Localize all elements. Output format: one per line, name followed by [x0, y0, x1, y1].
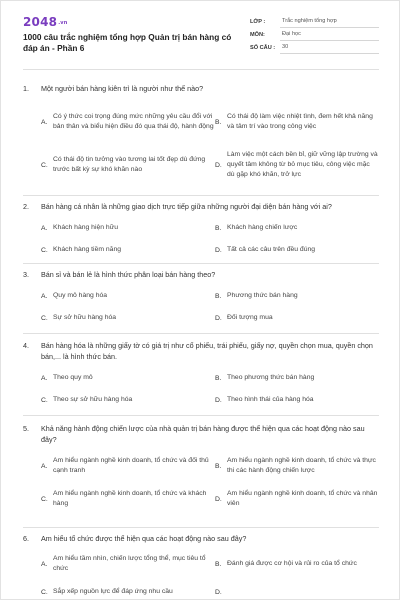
- question-number: 3.: [23, 270, 29, 279]
- option-d[interactable]: D. Đối tượng mua: [215, 314, 273, 322]
- document-header: [23, 15, 379, 65]
- option-b[interactable]: B. Phương thức bán hàng: [215, 292, 298, 300]
- option-a[interactable]: A. Am hiểu ngành nghề kinh doanh, tổ chức và đối thủ cạnh tranh: [41, 457, 209, 474]
- question-text: Bán hàng hóa là những giấy tờ có giá trị như cổ phiếu, trái phiếu, giấy nợ, quyền chọn mua, quyền chọn bán,... là hình thức bán.: [41, 341, 373, 361]
- question-number: 4.: [23, 341, 29, 350]
- meta-table: [250, 15, 379, 54]
- question-divider: [23, 527, 379, 528]
- question-5: [23, 423, 379, 515]
- options-list: [41, 100, 379, 184]
- header-divider: [23, 69, 379, 70]
- question-text: Bán sỉ và bán lẻ là hình thức phân loại bán hàng theo?: [41, 270, 216, 279]
- option-c[interactable]: C. Khách hàng tiềm năng: [41, 246, 122, 254]
- option-b[interactable]: B. Khách hàng chiến lược: [215, 224, 298, 232]
- site-logo[interactable]: 2048.vn: [23, 15, 68, 29]
- option-d[interactable]: D.: [215, 588, 222, 596]
- meta-key: LỚP :: [250, 18, 266, 25]
- question-1: [23, 83, 379, 184]
- question-6: [23, 533, 379, 600]
- question-text: Khả năng hành động chiến lược của nhà quản trị bán hàng được thể hiện qua các hoạt động nào sau đây?: [41, 424, 365, 444]
- meta-value: Đại học: [280, 28, 379, 41]
- options-list: [41, 451, 379, 515]
- meta-value: 30: [280, 41, 379, 54]
- question-divider: [23, 415, 379, 416]
- option-b[interactable]: B. Có thái độ làm việc nhiệt tình, đem hết khả năng và tâm trí vào trong công việc: [215, 113, 373, 130]
- question-number: 2.: [23, 202, 29, 211]
- option-a[interactable]: A. Quy mô hàng hóa: [41, 292, 108, 300]
- option-d[interactable]: D. Am hiểu ngành nghề kinh doanh, tổ chức và nhân viên: [215, 490, 378, 507]
- options-list: [41, 218, 379, 262]
- question-divider: [23, 263, 379, 264]
- meta-row-count: [250, 41, 379, 54]
- options-list: [41, 368, 379, 412]
- option-d[interactable]: D. Theo hình thái của hàng hóa: [215, 396, 314, 404]
- question-number: 5.: [23, 424, 29, 433]
- option-a[interactable]: A. Có ý thức coi trọng đúng mức những yêu cầu đổi với bản thân và biểu hiện điều đó qua thái độ, hành động: [41, 113, 214, 130]
- question-text: Bán hàng cá nhân là những giao dịch trực tiếp giữa những người đại diện bán hàng với ai?: [41, 202, 332, 211]
- meta-key: SỐ CÂU :: [250, 44, 276, 51]
- question-number: 1.: [23, 84, 29, 93]
- option-a[interactable]: A. Khách hàng hiện hữu: [41, 224, 119, 232]
- option-a[interactable]: A. Am hiểu tầm nhìn, chiến lược tổng thể, mục tiêu tổ chức: [41, 555, 206, 572]
- option-d[interactable]: D. Làm việc một cách bền bỉ, giữ vững lập trường và quyết tâm không từ bỏ mục tiêu, công việc mặc dù gặp khó khăn, trở lực: [215, 151, 378, 178]
- question-text: Am hiểu tổ chức được thể hiện qua các hoạt động nào sau đây?: [41, 534, 247, 543]
- question-3: [23, 269, 379, 330]
- option-c[interactable]: C. Theo sự sở hữu hàng hóa: [41, 396, 133, 404]
- question-4: [23, 340, 379, 412]
- option-b[interactable]: B. Theo phương thức bán hàng: [215, 374, 315, 382]
- option-a[interactable]: A. Theo quy mô: [41, 374, 93, 382]
- question-2: [23, 201, 379, 262]
- question-number: 6.: [23, 534, 29, 543]
- option-c[interactable]: C. Sắp xếp nguồn lực để đáp ứng nhu cầu: [41, 588, 173, 596]
- option-d[interactable]: D. Tất cả các câu trên đều đúng: [215, 246, 316, 254]
- option-b[interactable]: B. Am hiểu ngành nghề kinh doanh, tổ chức và thực thi các hành động chiến lược: [215, 457, 376, 474]
- option-c[interactable]: C. Am hiểu ngành nghề kinh doanh, tổ chức và khách hàng: [41, 490, 207, 507]
- question-divider: [23, 333, 379, 334]
- meta-row-subject: [250, 28, 379, 41]
- options-list: [41, 286, 379, 330]
- option-c[interactable]: C. Sự sở hữu hàng hóa: [41, 314, 117, 322]
- meta-row-class: [250, 15, 379, 28]
- option-b[interactable]: B. Đánh giá được cơ hội và rủi ro của tổ chức: [215, 560, 357, 568]
- document-title: 1000 câu trắc nghiệm tổng hợp Quản trị bán hàng có đáp án - Phần 6: [23, 32, 232, 53]
- question-text: Một người bán hàng kiên trì là người như thế nào?: [41, 84, 204, 93]
- question-divider: [23, 195, 379, 196]
- options-list: [41, 550, 379, 600]
- option-c[interactable]: C. Có thái độ tin tưởng vào tương lai tốt đẹp dù đứng trước bất kỳ sự khó khăn nào: [41, 156, 206, 173]
- meta-value: Trắc nghiệm tổng hợp: [280, 15, 379, 28]
- meta-key: MÔN:: [250, 31, 265, 38]
